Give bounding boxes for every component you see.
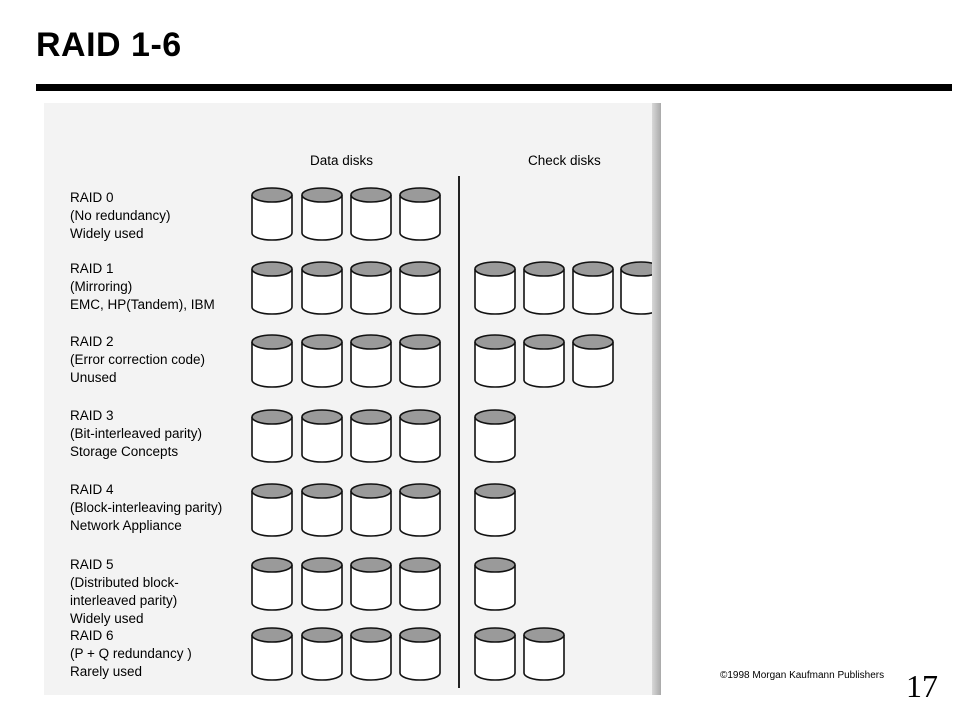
check-disk-icon [473,626,517,682]
raid-label-line: RAID 5 [70,557,114,572]
data-check-divider [458,176,460,688]
raid-label-line: RAID 4 [70,482,114,497]
data-disk-icon [349,482,393,538]
raid-label-line: (Distributed block- [70,575,179,590]
book-page-edge [652,103,661,695]
raid-label-line: Widely used [70,611,144,626]
raid-label-raid3 [70,407,202,461]
check-disk-icon [473,333,517,389]
data-disk-icon [250,556,294,612]
raid-label-raid4 [70,481,222,535]
check-disk-icon [522,626,566,682]
check-disks-header: Check disks [528,153,601,168]
raid-label-line: (Error correction code) [70,352,206,367]
check-disk-icon [473,408,517,464]
data-disk-icon [398,556,442,612]
raid-label-line: (Bit-interleaved parity) [70,426,203,441]
data-disk-icon [250,186,294,242]
data-disk-icon [300,333,344,389]
data-disk-icon [250,260,294,316]
data-disks-header: Data disks [310,153,374,168]
copyright-notice: ©1998 Morgan Kaufmann Publishers [720,670,885,681]
raid-label-line: EMC, HP(Tandem), IBM [70,297,215,312]
check-disk-icon [571,260,615,316]
data-disk-icon [349,260,393,316]
slide-title: RAID 1-6 [36,26,182,64]
raid-label-raid1 [70,260,215,314]
data-disk-icon [349,408,393,464]
raid-label-line: RAID 6 [70,628,114,643]
raid-label-line: Rarely used [70,664,143,679]
check-disk-icon [522,260,566,316]
data-disk-icon [250,333,294,389]
raid-label-line: RAID 1 [70,261,114,276]
data-disk-icon [300,482,344,538]
check-disk-icon [473,482,517,538]
data-disk-icon [398,482,442,538]
data-disk-icon [250,626,294,682]
raid-label-raid5 [70,556,179,628]
raid-label-raid6 [70,627,192,681]
data-disk-icon [250,408,294,464]
raid-label-line: (P + Q redundancy ) [70,646,192,661]
raid-label-line: RAID 2 [70,334,114,349]
raid-label-raid0 [70,189,171,243]
raid-label-raid2 [70,333,205,387]
raid-label-line: Network Appliance [70,518,182,533]
data-disk-icon [349,186,393,242]
data-disk-icon [300,626,344,682]
raid-label-line: RAID 3 [70,408,114,423]
raid-label-line: interleaved parity) [70,593,178,608]
data-disk-icon [398,260,442,316]
check-disk-icon [473,556,517,612]
data-disk-icon [250,482,294,538]
raid-label-line: Widely used [70,226,144,241]
data-disk-icon [398,333,442,389]
data-disk-icon [398,626,442,682]
check-disk-icon [522,333,566,389]
raid-label-line: (Block-interleaving parity) [70,500,223,515]
data-disk-icon [300,260,344,316]
data-disk-icon [398,186,442,242]
check-disk-icon [473,260,517,316]
raid-levels-figure [44,103,661,695]
data-disk-icon [349,626,393,682]
data-disk-icon [300,186,344,242]
raid-label-line: (Mirroring) [70,279,133,294]
data-disk-icon [300,556,344,612]
raid-label-line: Unused [70,370,117,385]
raid-label-line: Storage Concepts [70,444,179,459]
data-disk-icon [349,333,393,389]
raid-label-line: (No redundancy) [70,208,171,223]
data-disk-icon [398,408,442,464]
check-disk-icon [571,333,615,389]
page-number: 17 [906,668,938,704]
data-disk-icon [300,408,344,464]
title-divider [36,84,952,91]
data-disk-icon [349,556,393,612]
raid-label-line: RAID 0 [70,190,114,205]
